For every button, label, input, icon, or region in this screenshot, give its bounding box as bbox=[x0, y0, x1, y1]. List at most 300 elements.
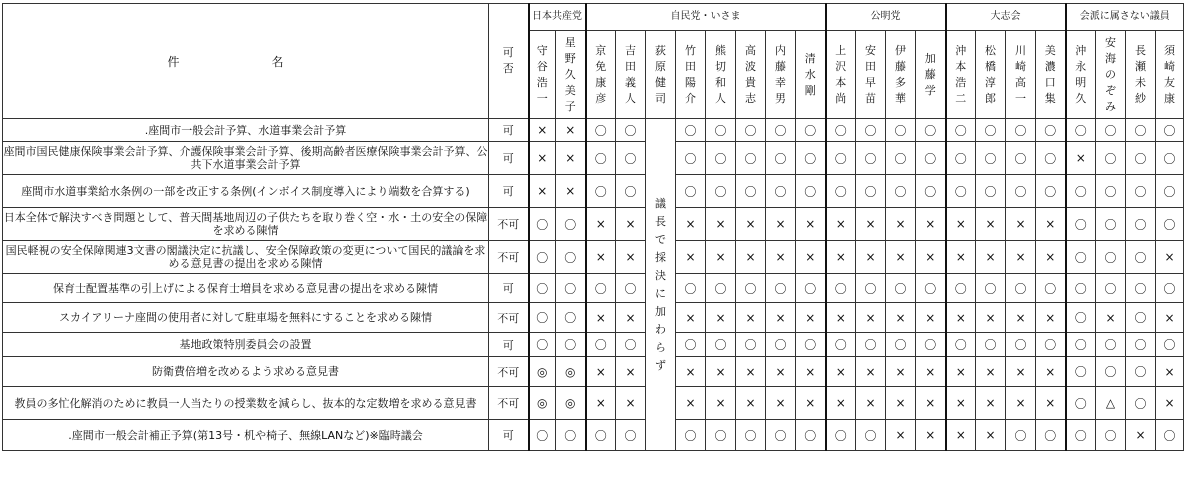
vote-mark: × bbox=[796, 303, 826, 333]
member-name: 守谷浩一 bbox=[536, 43, 548, 105]
member-name: 内藤幸男 bbox=[775, 43, 786, 105]
vote-mark: 〇 bbox=[886, 142, 916, 175]
member-name: 熊切和人 bbox=[715, 43, 726, 105]
vote-mark: × bbox=[556, 142, 586, 175]
vote-mark: × bbox=[796, 357, 826, 387]
vote-mark: × bbox=[766, 303, 796, 333]
vote-mark: × bbox=[976, 241, 1006, 274]
vote-mark: 〇 bbox=[826, 274, 856, 303]
vote-mark: 〇 bbox=[1156, 119, 1184, 142]
item-name: 教員の多忙化解消のために教員一人当たりの授業数を減らし、抜本的な定数増を求める意見書 bbox=[3, 387, 489, 420]
vote-mark: × bbox=[946, 303, 976, 333]
vote-mark: 〇 bbox=[1006, 142, 1036, 175]
vote-mark: 〇 bbox=[1126, 208, 1156, 241]
vote-mark: 〇 bbox=[1126, 333, 1156, 357]
vote-mark: 〇 bbox=[1096, 208, 1126, 241]
member-header bbox=[916, 31, 946, 119]
vote-mark: 〇 bbox=[676, 420, 706, 451]
vote-mark: 〇 bbox=[586, 420, 616, 451]
vote-mark: × bbox=[916, 387, 946, 420]
vote-mark: 〇 bbox=[766, 274, 796, 303]
vote-mark: × bbox=[529, 119, 556, 142]
vote-mark: 〇 bbox=[766, 333, 796, 357]
member-name: 安海のぞみ bbox=[1105, 35, 1116, 113]
vote-mark: 〇 bbox=[826, 420, 856, 451]
member-header bbox=[886, 31, 916, 119]
vote-mark: × bbox=[796, 208, 826, 241]
vote-mark: × bbox=[1036, 387, 1066, 420]
vote-mark: 〇 bbox=[976, 333, 1006, 357]
vote-mark: 〇 bbox=[916, 175, 946, 208]
item-name: 保育士配置基準の引上げによる保育士増員を求める意見書の提出を求める陳情 bbox=[3, 274, 489, 303]
table-row bbox=[3, 175, 1184, 208]
item-name: 日本全体で解決すべき問題として、普天間基地周辺の子供たちを取り巻く空・水・土の安全の保障を求める陳情 bbox=[3, 208, 489, 241]
vote-mark: 〇 bbox=[556, 274, 586, 303]
vote-mark: 〇 bbox=[1066, 333, 1096, 357]
table-row bbox=[3, 241, 1184, 274]
vote-mark: 〇 bbox=[946, 274, 976, 303]
vote-mark: 〇 bbox=[1096, 241, 1126, 274]
member-name: 安田早苗 bbox=[865, 43, 876, 105]
item-verdict: 不可 bbox=[489, 387, 529, 420]
vote-mark: × bbox=[856, 208, 886, 241]
member-name: 沖本浩二 bbox=[955, 43, 967, 105]
vote-mark: 〇 bbox=[1096, 142, 1126, 175]
column-header-verdict bbox=[489, 4, 529, 119]
vote-mark: 〇 bbox=[796, 142, 826, 175]
vote-mark: 〇 bbox=[1126, 387, 1156, 420]
vote-mark: 〇 bbox=[766, 420, 796, 451]
table-row bbox=[3, 274, 1184, 303]
vote-mark: × bbox=[886, 420, 916, 451]
table-row bbox=[3, 142, 1184, 175]
item-name: 基地政策特別委員会の設置 bbox=[3, 333, 489, 357]
vote-mark: × bbox=[1156, 387, 1184, 420]
member-header bbox=[796, 31, 826, 119]
table-row bbox=[3, 208, 1184, 241]
vote-mark: × bbox=[856, 241, 886, 274]
vote-mark: 〇 bbox=[1036, 420, 1066, 451]
vote-mark: × bbox=[1156, 303, 1184, 333]
vote-mark: × bbox=[676, 208, 706, 241]
vote-mark: 〇 bbox=[556, 241, 586, 274]
vote-mark: 〇 bbox=[586, 119, 616, 142]
vote-record-table bbox=[2, 3, 1184, 451]
vote-mark: 〇 bbox=[736, 142, 766, 175]
item-verdict: 可 bbox=[489, 119, 529, 142]
member-name: 荻原健司 bbox=[655, 43, 666, 105]
party-header-row bbox=[3, 4, 1184, 31]
vote-mark: 〇 bbox=[1006, 274, 1036, 303]
vote-mark: 〇 bbox=[1156, 420, 1184, 451]
item-verdict: 可 bbox=[489, 420, 529, 451]
vote-mark: 〇 bbox=[1036, 175, 1066, 208]
vote-mark: 〇 bbox=[916, 333, 946, 357]
member-name: 沖永明久 bbox=[1075, 43, 1087, 105]
vote-mark: 〇 bbox=[826, 175, 856, 208]
vote-mark: 〇 bbox=[736, 119, 766, 142]
item-verdict: 可 bbox=[489, 175, 529, 208]
vote-mark: 〇 bbox=[736, 175, 766, 208]
member-header bbox=[1066, 31, 1096, 119]
member-header bbox=[1156, 31, 1184, 119]
vote-mark: × bbox=[886, 303, 916, 333]
vote-mark: 〇 bbox=[1126, 175, 1156, 208]
member-header bbox=[1036, 31, 1066, 119]
vote-mark: 〇 bbox=[676, 274, 706, 303]
vote-mark: 〇 bbox=[796, 274, 826, 303]
vote-mark: 〇 bbox=[856, 175, 886, 208]
vote-mark: × bbox=[616, 208, 646, 241]
vote-mark: 〇 bbox=[736, 274, 766, 303]
member-name: 高波貴志 bbox=[745, 43, 756, 105]
vote-mark: 〇 bbox=[676, 142, 706, 175]
member-name: 川崎高一 bbox=[1015, 43, 1026, 105]
vote-mark: × bbox=[886, 208, 916, 241]
vote-mark: 〇 bbox=[616, 175, 646, 208]
member-header bbox=[1096, 31, 1126, 119]
vote-mark: × bbox=[796, 241, 826, 274]
abstain-note bbox=[646, 119, 676, 451]
vote-mark: 〇 bbox=[676, 119, 706, 142]
vote-mark: 〇 bbox=[706, 119, 736, 142]
vote-mark: × bbox=[1006, 357, 1036, 387]
item-name: スカイアリーナ座間の使用者に対して駐車場を無料にすることを求める陳情 bbox=[3, 303, 489, 333]
member-header bbox=[976, 31, 1006, 119]
vote-mark: 〇 bbox=[796, 333, 826, 357]
vote-mark: × bbox=[826, 387, 856, 420]
vote-mark: 〇 bbox=[529, 420, 556, 451]
vote-mark: 〇 bbox=[1126, 357, 1156, 387]
vote-mark: 〇 bbox=[856, 420, 886, 451]
vote-mark: × bbox=[616, 357, 646, 387]
vote-mark: 〇 bbox=[529, 208, 556, 241]
member-header bbox=[766, 31, 796, 119]
vote-mark: 〇 bbox=[796, 175, 826, 208]
column-header-title: 件 名 bbox=[3, 4, 489, 119]
vote-mark: 〇 bbox=[1066, 420, 1096, 451]
vote-mark: × bbox=[586, 357, 616, 387]
member-header bbox=[946, 31, 976, 119]
vote-mark: 〇 bbox=[856, 119, 886, 142]
vote-mark: × bbox=[1006, 303, 1036, 333]
vote-mark: × bbox=[916, 420, 946, 451]
vote-mark: 〇 bbox=[1096, 333, 1126, 357]
vote-mark: × bbox=[616, 387, 646, 420]
vote-mark: × bbox=[529, 175, 556, 208]
member-name: 須崎友康 bbox=[1164, 43, 1175, 105]
vote-mark: 〇 bbox=[826, 142, 856, 175]
member-name: 竹田陽介 bbox=[685, 43, 696, 105]
vote-mark: × bbox=[586, 208, 616, 241]
vote-mark: × bbox=[1036, 208, 1066, 241]
item-verdict: 可 bbox=[489, 142, 529, 175]
vote-mark: 〇 bbox=[556, 208, 586, 241]
vote-mark: × bbox=[706, 357, 736, 387]
vote-mark: × bbox=[736, 208, 766, 241]
member-name: 京免康彦 bbox=[595, 43, 607, 105]
vote-mark: 〇 bbox=[766, 175, 796, 208]
vote-mark: 〇 bbox=[856, 333, 886, 357]
vote-mark: × bbox=[586, 387, 616, 420]
vote-mark: × bbox=[826, 303, 856, 333]
vote-mark: × bbox=[1156, 241, 1184, 274]
member-header bbox=[1126, 31, 1156, 119]
vote-mark: × bbox=[946, 420, 976, 451]
member-name: 上沢本尚 bbox=[835, 43, 847, 105]
member-name: 吉田義人 bbox=[625, 43, 636, 105]
vote-mark: 〇 bbox=[976, 175, 1006, 208]
vote-mark: × bbox=[736, 387, 766, 420]
vote-mark: 〇 bbox=[946, 175, 976, 208]
vote-mark: 〇 bbox=[946, 142, 976, 175]
vote-mark: 〇 bbox=[766, 119, 796, 142]
vote-mark: 〇 bbox=[556, 333, 586, 357]
vote-mark: × bbox=[916, 357, 946, 387]
vote-mark: 〇 bbox=[1066, 357, 1096, 387]
vote-mark: 〇 bbox=[1036, 119, 1066, 142]
vote-mark: × bbox=[736, 303, 766, 333]
vote-mark: × bbox=[886, 357, 916, 387]
vote-mark: 〇 bbox=[736, 333, 766, 357]
vote-mark: × bbox=[826, 357, 856, 387]
item-name: 防衛費倍増を改めるよう求める意見書 bbox=[3, 357, 489, 387]
vote-mark: 〇 bbox=[886, 274, 916, 303]
vote-mark: 〇 bbox=[1156, 208, 1184, 241]
vote-mark: ◎ bbox=[529, 357, 556, 387]
table-row bbox=[3, 119, 1184, 142]
vote-mark: × bbox=[586, 241, 616, 274]
table-row bbox=[3, 420, 1184, 451]
vote-mark: 〇 bbox=[1156, 142, 1184, 175]
vote-mark: × bbox=[1156, 357, 1184, 387]
member-header bbox=[586, 31, 616, 119]
vote-mark: × bbox=[556, 119, 586, 142]
vote-mark: 〇 bbox=[706, 274, 736, 303]
vote-mark: 〇 bbox=[586, 142, 616, 175]
vote-mark: × bbox=[1036, 303, 1066, 333]
vote-mark: ◎ bbox=[529, 387, 556, 420]
vote-mark: 〇 bbox=[796, 420, 826, 451]
vote-mark: 〇 bbox=[1036, 333, 1066, 357]
vote-mark: 〇 bbox=[1156, 175, 1184, 208]
vote-mark: × bbox=[736, 357, 766, 387]
vote-mark: × bbox=[1066, 142, 1096, 175]
vote-mark: 〇 bbox=[1066, 387, 1096, 420]
vote-mark: 〇 bbox=[1006, 119, 1036, 142]
vote-mark: 〇 bbox=[1006, 420, 1036, 451]
vote-mark: × bbox=[946, 208, 976, 241]
member-header bbox=[736, 31, 766, 119]
party-header: 日本共産党 bbox=[529, 4, 586, 31]
vote-mark: 〇 bbox=[1066, 119, 1096, 142]
table-row bbox=[3, 387, 1184, 420]
vote-mark: × bbox=[586, 303, 616, 333]
vote-mark: × bbox=[976, 387, 1006, 420]
vote-mark: 〇 bbox=[1006, 333, 1036, 357]
vote-mark: × bbox=[1036, 241, 1066, 274]
table-row bbox=[3, 303, 1184, 333]
vote-mark: × bbox=[886, 387, 916, 420]
vote-mark: × bbox=[766, 387, 796, 420]
vote-mark: 〇 bbox=[1126, 303, 1156, 333]
vote-mark: 〇 bbox=[1126, 241, 1156, 274]
item-verdict: 不可 bbox=[489, 357, 529, 387]
vote-mark: 〇 bbox=[1096, 357, 1126, 387]
vote-mark: 〇 bbox=[676, 175, 706, 208]
vote-mark: 〇 bbox=[976, 119, 1006, 142]
vote-mark: 〇 bbox=[1156, 274, 1184, 303]
vote-mark: × bbox=[736, 241, 766, 274]
member-name: 星野久美子 bbox=[564, 35, 576, 113]
vote-mark: 〇 bbox=[826, 119, 856, 142]
vote-mark: 〇 bbox=[1066, 208, 1096, 241]
vote-mark: 〇 bbox=[616, 333, 646, 357]
verdict-header-line-2: 否 bbox=[502, 62, 514, 75]
vote-mark: 〇 bbox=[886, 333, 916, 357]
vote-mark: × bbox=[916, 241, 946, 274]
vote-mark: × bbox=[556, 175, 586, 208]
party-header: 大志会 bbox=[946, 4, 1066, 31]
vote-mark: 〇 bbox=[529, 303, 556, 333]
vote-mark: 〇 bbox=[946, 333, 976, 357]
vote-mark: × bbox=[766, 357, 796, 387]
vote-mark: × bbox=[976, 420, 1006, 451]
vote-mark: 〇 bbox=[1036, 142, 1066, 175]
vote-mark: 〇 bbox=[856, 274, 886, 303]
vote-mark: 〇 bbox=[1066, 175, 1096, 208]
vote-mark: × bbox=[976, 357, 1006, 387]
vote-mark: 〇 bbox=[1126, 119, 1156, 142]
vote-mark: 〇 bbox=[736, 420, 766, 451]
vote-mark: × bbox=[706, 303, 736, 333]
vote-mark: 〇 bbox=[616, 142, 646, 175]
vote-mark: × bbox=[946, 387, 976, 420]
vote-mark: 〇 bbox=[1096, 420, 1126, 451]
vote-mark: 〇 bbox=[886, 175, 916, 208]
item-verdict: 可 bbox=[489, 274, 529, 303]
vote-mark: 〇 bbox=[586, 274, 616, 303]
vote-mark: 〇 bbox=[796, 119, 826, 142]
abstain-note-text: 議長で採決に加わらず bbox=[655, 196, 666, 372]
vote-mark: × bbox=[976, 208, 1006, 241]
item-name: 国民軽視の安全保障関連3文書の閣議決定に抗議し、安全保障政策の変更について国民的議論を求める意見書の提出を求める陳情 bbox=[3, 241, 489, 274]
vote-mark: × bbox=[766, 241, 796, 274]
item-verdict: 可 bbox=[489, 333, 529, 357]
vote-mark: × bbox=[1006, 208, 1036, 241]
vote-mark: × bbox=[856, 357, 886, 387]
vote-mark: 〇 bbox=[1126, 142, 1156, 175]
vote-mark: 〇 bbox=[706, 142, 736, 175]
vote-mark: 〇 bbox=[556, 420, 586, 451]
vote-mark: × bbox=[1006, 387, 1036, 420]
member-name: 清水 剛 bbox=[804, 51, 827, 97]
vote-mark: 〇 bbox=[1066, 241, 1096, 274]
vote-mark: × bbox=[856, 303, 886, 333]
member-header bbox=[556, 31, 586, 119]
vote-mark: 〇 bbox=[976, 142, 1006, 175]
vote-mark: × bbox=[616, 303, 646, 333]
vote-mark: 〇 bbox=[1066, 274, 1096, 303]
vote-mark: ◎ bbox=[556, 357, 586, 387]
table-row bbox=[3, 357, 1184, 387]
verdict-header-line-1: 可 bbox=[502, 46, 514, 59]
vote-mark: △ bbox=[1096, 387, 1126, 420]
vote-mark: × bbox=[1036, 357, 1066, 387]
member-header bbox=[646, 31, 676, 119]
item-name: 座間市国民健康保険事業会計予算、介護保険事業会計予算、後期高齢者医療保険事業会計予算、公共下水道事業会計予算 bbox=[3, 142, 489, 175]
vote-mark: × bbox=[616, 241, 646, 274]
vote-mark: 〇 bbox=[1126, 274, 1156, 303]
item-name: .座間市一般会計予算、水道事業会計予算 bbox=[3, 119, 489, 142]
vote-mark: 〇 bbox=[1006, 175, 1036, 208]
vote-mark: 〇 bbox=[1036, 274, 1066, 303]
vote-mark: × bbox=[706, 241, 736, 274]
vote-mark: × bbox=[676, 303, 706, 333]
vote-mark: 〇 bbox=[586, 175, 616, 208]
item-name: .座間市一般会計補正予算(第13号・机や椅子、無線LANなど)※臨時議会 bbox=[3, 420, 489, 451]
vote-mark: 〇 bbox=[916, 142, 946, 175]
member-name: 松橋淳郎 bbox=[985, 43, 996, 105]
member-name: 美濃口 集 bbox=[1044, 43, 1067, 105]
party-header: 公明党 bbox=[826, 4, 946, 31]
vote-mark: 〇 bbox=[529, 241, 556, 274]
member-header bbox=[676, 31, 706, 119]
item-verdict: 不可 bbox=[489, 241, 529, 274]
vote-mark: 〇 bbox=[1096, 119, 1126, 142]
vote-mark: 〇 bbox=[616, 420, 646, 451]
item-verdict: 不可 bbox=[489, 208, 529, 241]
vote-mark: × bbox=[766, 208, 796, 241]
item-verdict: 不可 bbox=[489, 303, 529, 333]
vote-mark: 〇 bbox=[856, 142, 886, 175]
vote-mark: × bbox=[1126, 420, 1156, 451]
vote-mark: 〇 bbox=[1066, 303, 1096, 333]
vote-mark: × bbox=[529, 142, 556, 175]
vote-mark: 〇 bbox=[616, 274, 646, 303]
vote-mark: × bbox=[886, 241, 916, 274]
vote-mark: 〇 bbox=[886, 119, 916, 142]
vote-mark: 〇 bbox=[826, 333, 856, 357]
vote-mark: × bbox=[1096, 303, 1126, 333]
vote-mark: × bbox=[706, 387, 736, 420]
member-header bbox=[529, 31, 556, 119]
table-row bbox=[3, 333, 1184, 357]
vote-mark: 〇 bbox=[529, 274, 556, 303]
vote-mark: 〇 bbox=[529, 333, 556, 357]
vote-mark: × bbox=[1006, 241, 1036, 274]
vote-mark: 〇 bbox=[676, 333, 706, 357]
vote-mark: 〇 bbox=[586, 333, 616, 357]
vote-mark: 〇 bbox=[976, 274, 1006, 303]
member-header bbox=[1006, 31, 1036, 119]
vote-mark: × bbox=[676, 357, 706, 387]
vote-mark: 〇 bbox=[766, 142, 796, 175]
vote-mark: × bbox=[676, 387, 706, 420]
vote-mark: 〇 bbox=[616, 119, 646, 142]
vote-mark: × bbox=[706, 208, 736, 241]
vote-mark: ◎ bbox=[556, 387, 586, 420]
item-name: 座間市水道事業給水条例の一部を改正する条例(インボイス制度導入により端数を合算する) bbox=[3, 175, 489, 208]
party-header: 会派に属さない議員 bbox=[1066, 4, 1184, 31]
vote-mark: × bbox=[856, 387, 886, 420]
member-header bbox=[856, 31, 886, 119]
member-header bbox=[826, 31, 856, 119]
party-header: 自民党・いさま bbox=[586, 4, 826, 31]
vote-mark: 〇 bbox=[1156, 333, 1184, 357]
vote-mark: 〇 bbox=[706, 333, 736, 357]
member-name: 加藤 学 bbox=[924, 51, 947, 97]
